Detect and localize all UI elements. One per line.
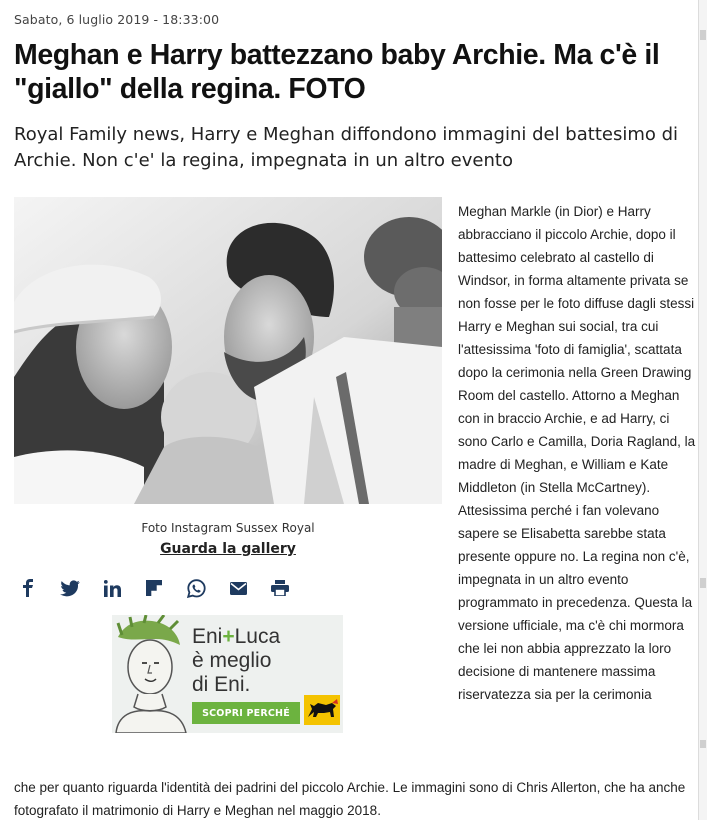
whatsapp-icon[interactable] <box>184 577 208 599</box>
print-icon[interactable] <box>268 577 292 599</box>
ad-illustration <box>112 615 190 733</box>
photo-caption: Foto Instagram Sussex Royal <box>141 521 315 535</box>
article-title: Meghan e Harry battezzano baby Archie. Ma c'è il "giallo" della regina. FOTO <box>14 39 660 105</box>
ad-headline-3: di Eni. <box>192 673 251 696</box>
eni-dog-logo <box>304 695 340 725</box>
ad-headline-1: Eni+Luca <box>192 625 281 648</box>
article-subtitle: Royal Family news, Harry e Meghan diffondono immagini del battesimo di Archie. Non c'e' la regina, impegnata in un altro evento <box>14 124 679 171</box>
ad-headline-2: è meglio <box>192 649 272 672</box>
email-icon[interactable] <box>226 577 250 599</box>
flipboard-icon[interactable] <box>142 577 166 599</box>
article-body-tail: che per quanto riguarda l'identità dei padrini del piccolo Archie. Le immagini sono di Chris Allerton, che ha anche fotografato il matrimonio di Harry e Meghan nel maggio 2018. <box>14 780 686 818</box>
article-date: Sabato, 6 luglio 2019 - 18:33:00 <box>14 12 220 27</box>
page-scrollbar[interactable] <box>698 0 707 820</box>
linkedin-icon[interactable] <box>100 577 124 599</box>
ad-banner[interactable] <box>112 615 343 733</box>
twitter-icon[interactable] <box>58 577 82 599</box>
article-body-column: Meghan Markle (in Dior) e Harry abbracciano il piccolo Archie, dopo il battesimo celebrato al castello di Windsor, in forma altamente privata se non fosse per le foto diffuse dagli stessi Harry e Meghan sui social, tra cui l'attesissima 'foto di famiglia', scattata dopo la cerimonia nella Green Drawing Room del castello. Attorno a Meghan con in braccio Archie, e ad Harry, ci sono Carlo e Camilla, Doria Ragland, la madre di Meghan, e William e Kate Middleton (in Stella McCartney). Attesissima perché i fan volevano sapere se Elisabetta sarebbe stata presente oppure no. La regina non c'è, impegnata in un altro evento programmato in precedenza. Questa la versione ufficiale, ma c'è chi mormora che lei non abbia apprezzato la loro decisione di mantenere massima riservatezza sia per la cerimonia <box>458 204 696 702</box>
gallery-link[interactable]: Guarda la gallery <box>160 541 296 557</box>
article-photo[interactable] <box>14 197 442 504</box>
facebook-icon[interactable] <box>16 577 40 599</box>
ad-cta-button[interactable]: SCOPRI PERCHÉ <box>192 702 300 724</box>
